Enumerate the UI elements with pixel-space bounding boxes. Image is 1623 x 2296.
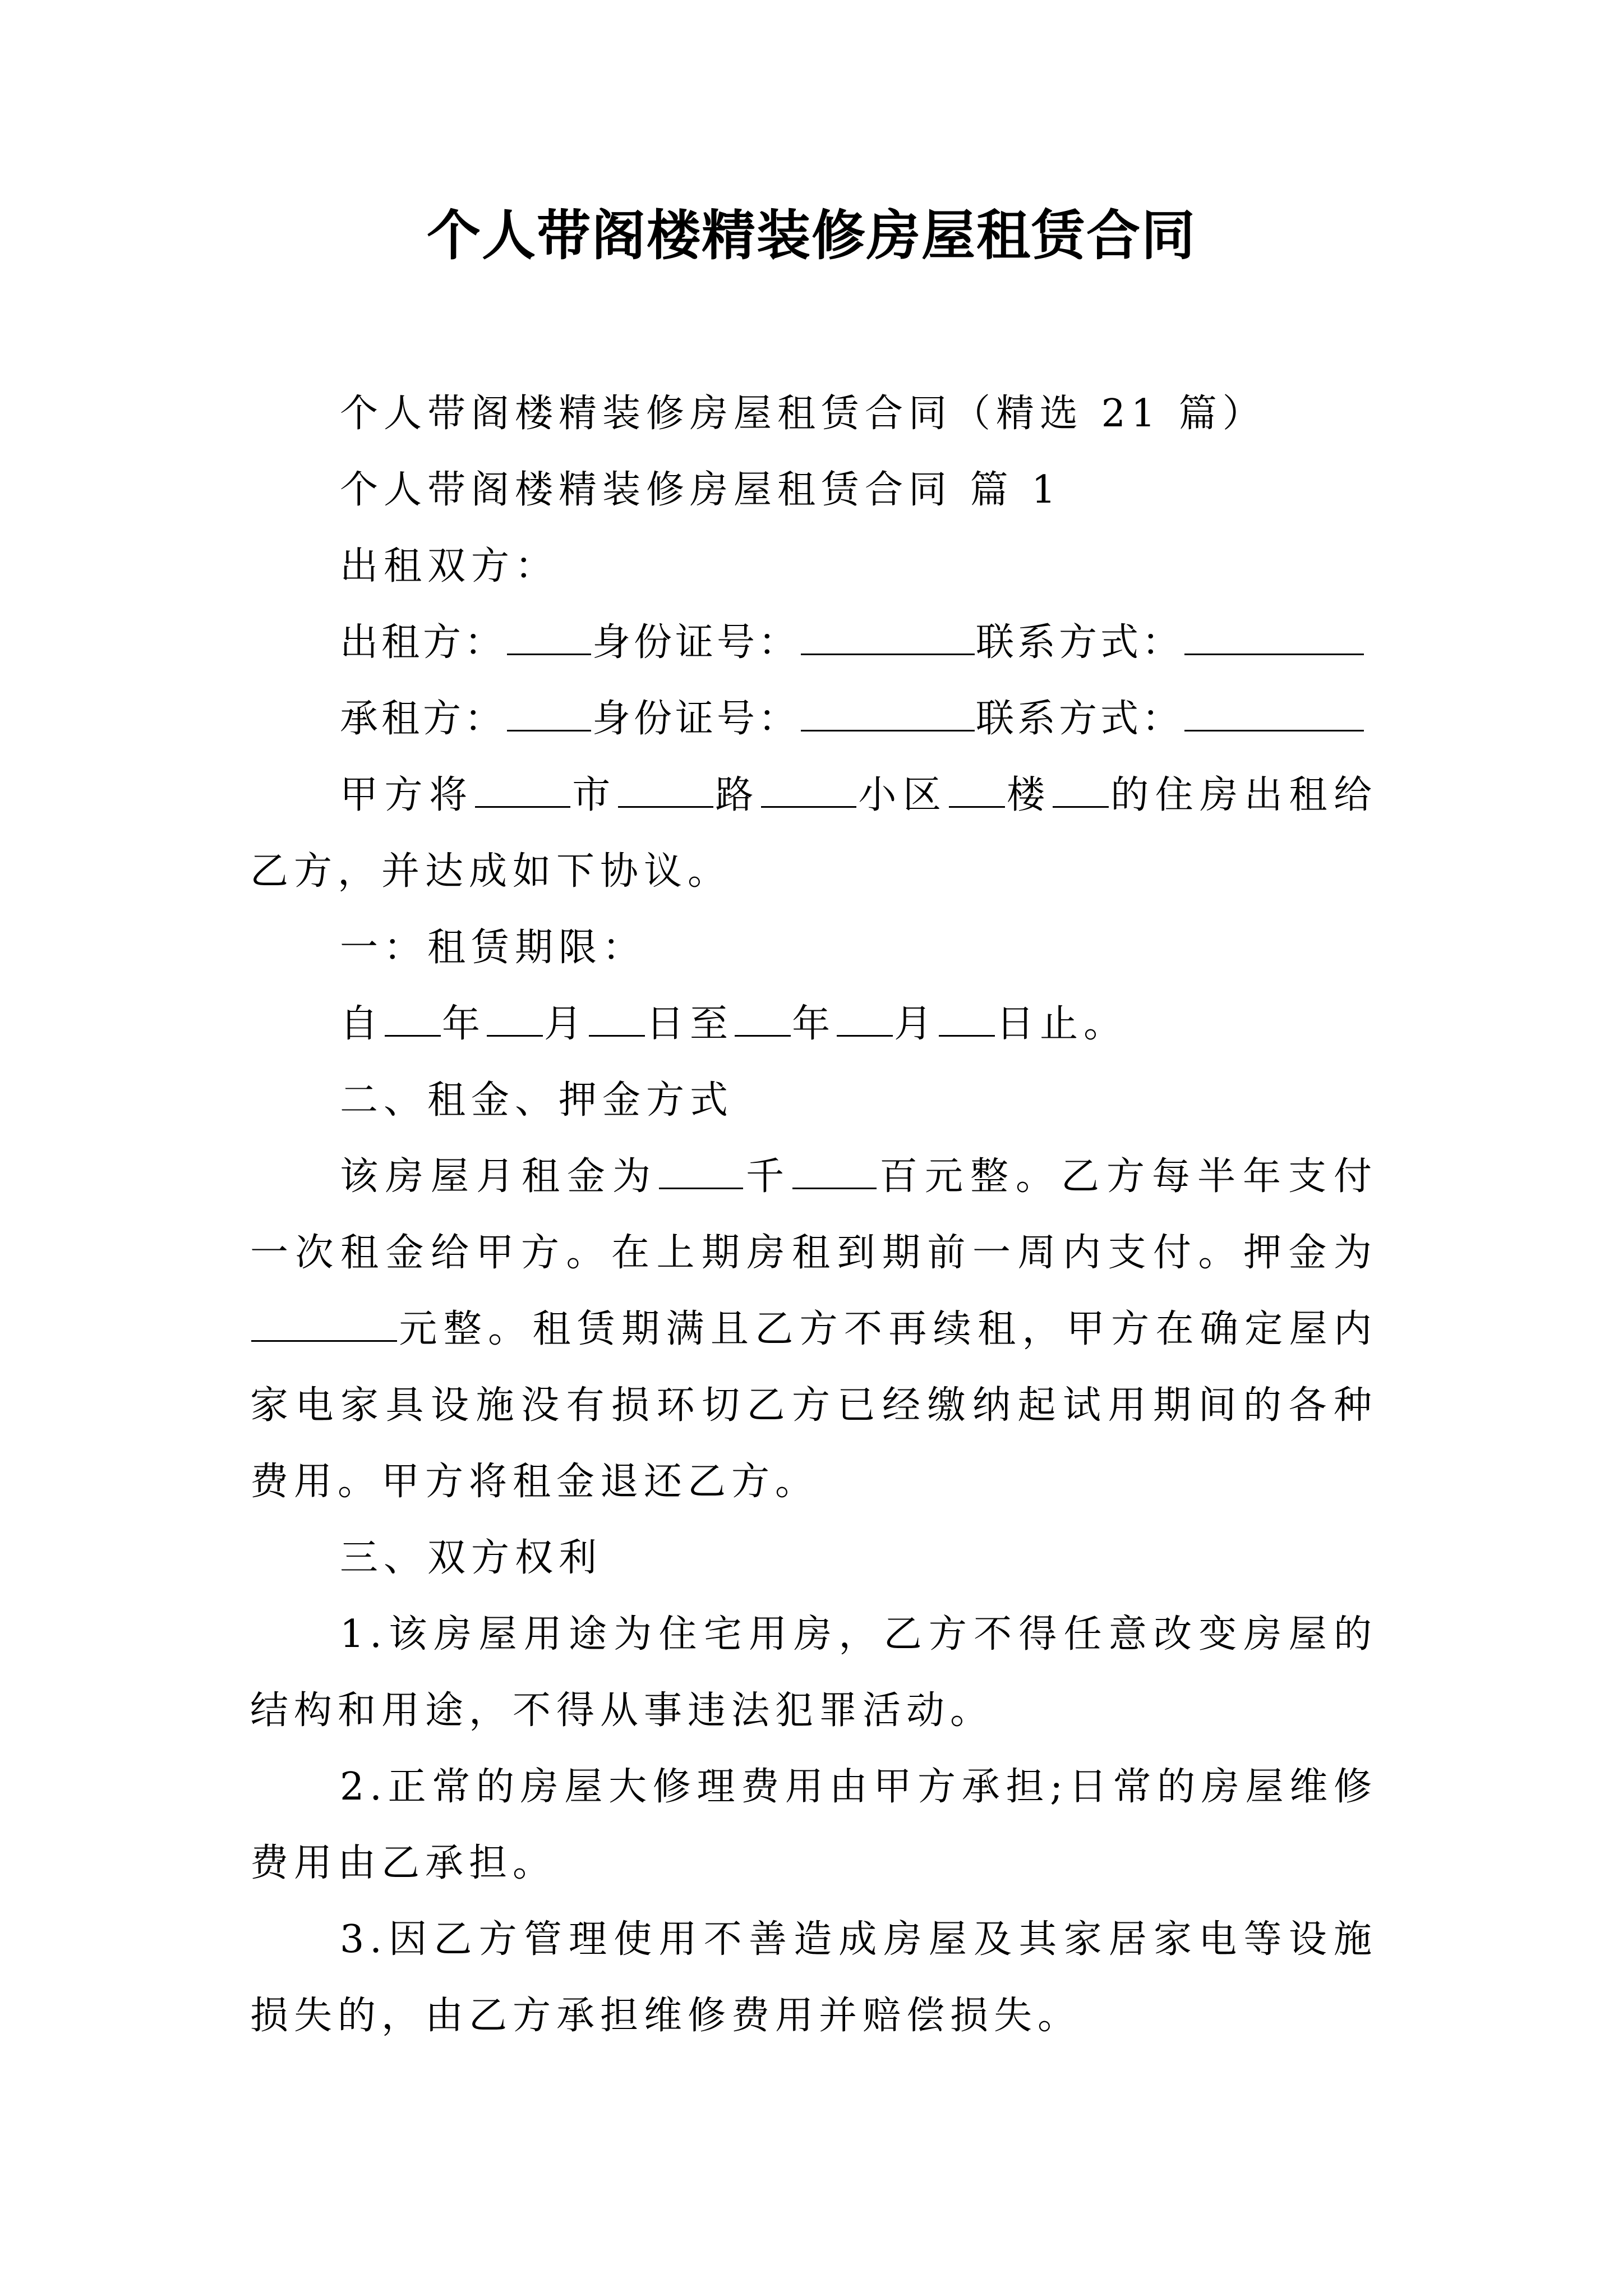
right-item-3: 3.因乙方管理使用不善造成房屋及其家居家电等设施损失的，由乙方承担维修费用并赔偿损失。 (250, 1917, 1377, 2038)
end-year-blank (735, 1001, 791, 1037)
end-day-blank (939, 1001, 995, 1037)
building-blank (949, 772, 1005, 808)
road-blank (618, 772, 713, 808)
section3-heading: 三、双方权利 (340, 1536, 603, 1580)
address-city: 市 (571, 773, 617, 817)
address-suffix: 的住房出租给乙方，并达成如下协议。 (250, 773, 1377, 894)
rent-clause (250, 1139, 1377, 1520)
term-year2: 年 (792, 1002, 836, 1046)
lessee-label: 承租方： (340, 697, 506, 741)
lessor-contact-label: 联系方式： (976, 620, 1184, 665)
lessor-contact-blank (1184, 620, 1364, 655)
address-road: 路 (714, 773, 760, 817)
address-clause (250, 757, 1377, 910)
parties-heading: 出租双方： (340, 544, 559, 588)
address-building: 楼 (1006, 773, 1052, 817)
lessee-id-label: 身份证号： (592, 697, 800, 741)
lessee-contact-blank (1184, 696, 1364, 731)
section2-heading: 二、租金、押金方式 (340, 1078, 734, 1122)
lessor-line (250, 605, 1377, 681)
start-month-blank (487, 1001, 543, 1037)
document-subtitle: 个人带阁楼精装修房屋租赁合同（精选 21 篇） (340, 392, 1266, 436)
lessee-line (250, 681, 1377, 757)
city-blank (475, 772, 570, 808)
right-item-1: 1.该房屋用途为住宅用房，乙方不得任意改变房屋的结构和用途，不得从事违法犯罪活动。 (250, 1612, 1377, 1733)
rent-part1: 该房屋月租金为 (340, 1154, 658, 1199)
lessor-id-blank (801, 620, 975, 655)
rent-part4: 元整。租赁期满且乙方不再续租，甲方在确定屋内家电家具设施没有损环切乙方已经缴纳起试用期间的各种费用。甲方将租金退还乙方。 (250, 1307, 1377, 1504)
lessor-label: 出租方： (340, 620, 506, 665)
document-title: 个人带阁楼精装修房屋租赁合同 (427, 204, 1196, 267)
term-day1: 日至 (646, 1002, 734, 1046)
lessor-name-blank (507, 620, 591, 655)
start-day-blank (589, 1001, 645, 1037)
rent-part3: 百元整。乙方每半年支付一次租金给甲方。在上期房租到期前一周内支付。押金为 (250, 1154, 1377, 1275)
start-year-blank (385, 1001, 441, 1037)
term-from: 自 (340, 1002, 384, 1046)
document-body (250, 376, 1377, 2054)
term-year1: 年 (442, 1002, 486, 1046)
lessee-id-blank (801, 696, 975, 731)
address-community: 小区 (857, 773, 948, 817)
term-clause (250, 986, 1377, 1062)
address-prefix: 甲方将 (340, 773, 474, 817)
lessee-name-blank (507, 696, 591, 731)
rent-thousands-blank (659, 1154, 743, 1189)
term-month1: 月 (544, 1002, 588, 1046)
rent-part2: 千 (744, 1154, 791, 1199)
term-day2: 日止。 (996, 1002, 1128, 1046)
rent-hundreds-blank (792, 1154, 877, 1189)
deposit-blank (251, 1306, 397, 1342)
end-month-blank (837, 1001, 893, 1037)
community-blank (761, 772, 856, 808)
article-heading: 个人带阁楼精装修房屋租赁合同 篇 1 (340, 468, 1062, 512)
lessee-contact-label: 联系方式： (976, 697, 1184, 741)
section1-heading: 一：租赁期限： (340, 926, 647, 970)
unit-blank (1053, 772, 1109, 808)
right-item-2: 2.正常的房屋大修理费用由甲方承担;日常的房屋维修费用由乙承担。 (250, 1765, 1377, 1885)
term-month2: 月 (894, 1002, 938, 1046)
lessor-id-label: 身份证号： (592, 620, 800, 665)
